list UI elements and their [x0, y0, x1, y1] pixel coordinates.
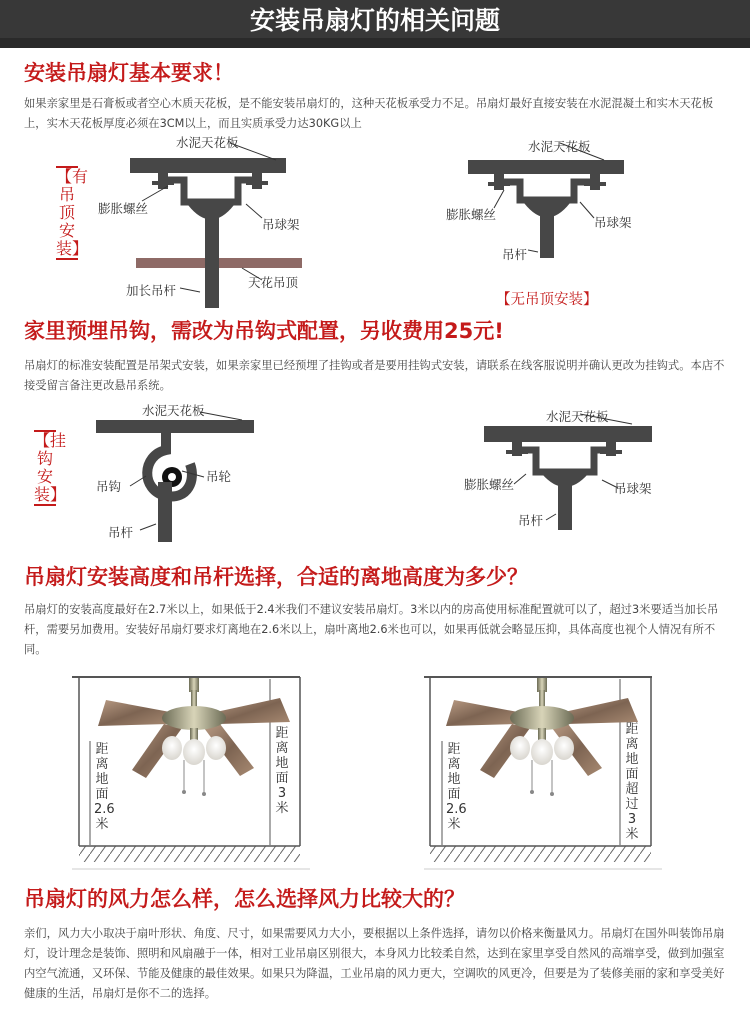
label-rod: 吊杆 — [502, 247, 528, 262]
section-4-text: 亲们，风力大小取决于扇叶形状、角度、尺寸，如果需要风力大小，要根据以上条件选择，请勿以价格来衡量风力。吊扇灯在国外叫装饰吊扇灯，设计理念是装饰、照明和风扇融于一体，相对工业吊扇区别很大，本身风力比较柔自然，达到在家里享受自然风的高端享受，做到加强室内空气流通，又环保、节能及健康的最佳效果。如果只为降温，工业吊扇的风力更大，空调吹的风更冷，但要是为了装修美丽的家和享受美好健康的生活，吊扇灯是你不二的选择。 — [24, 927, 725, 1000]
section-1-heading: 安装吊扇灯基本要求！ — [24, 61, 234, 85]
label-expansion-bolt: 膨胀螺丝 — [464, 477, 515, 492]
floor — [79, 846, 300, 862]
section-1-text: 如果亲家里是石膏板或者空心木质天花板，是不能安装吊扇灯的，这种天花板承受力不足。吊扇灯最好直接安装在水泥混凝土和实木天花板上，实木天花板厚度必须在3CM以上，而且实质承受力达30KG以上 — [24, 97, 714, 130]
rod — [205, 212, 219, 308]
label-rod: 吊杆 — [518, 513, 544, 528]
ceiling-slab — [96, 420, 254, 433]
ceiling-slab — [130, 158, 286, 173]
label-ball-bracket: 吊球架 — [594, 215, 632, 230]
label-ball-bracket: 吊球架 — [262, 217, 300, 232]
section-4-heading: 吊扇灯的风力怎么样，怎么选择风力比较大的？ — [24, 887, 465, 911]
label-cement-ceiling: 水泥天花板 — [546, 409, 609, 424]
rod — [158, 482, 172, 542]
label-hook: 吊钩 — [96, 479, 122, 494]
floor — [430, 846, 651, 862]
label-pulley: 吊轮 — [206, 469, 232, 484]
bracket — [500, 182, 594, 200]
label-cement-ceiling: 水泥天花板 — [142, 403, 205, 418]
label-cement-ceiling: 水泥天花板 — [528, 139, 591, 154]
label-floor-distance-right: 距离地面2.6米 — [446, 742, 467, 832]
label-ceiling-height-left: 距离地面3米 — [275, 726, 289, 816]
label-extended-rod: 加长吊杆 — [126, 283, 177, 298]
tag-without-false-ceiling: 【无吊顶安装】 — [496, 292, 598, 308]
section-3-text: 吊扇灯的安装高度最好在2.7米以上，如果低于2.4米我们不建议安装吊扇灯。3米以内的房高使用标准配置就可以了，超过3米要适当加长吊杆，需要另加费用。安装好吊扇灯要求灯离地在2.6米以上，扇叶离地2.6米也可以，如果再低就会略显压抑，具体高度也视个人情况有所不同。 — [24, 603, 719, 656]
label-floor-distance-left: 距离地面2.6米 — [94, 742, 115, 832]
bracket — [518, 450, 612, 472]
ceiling-slab — [484, 426, 652, 442]
section-2-heading: 家里预埋吊钩，需改为吊钩式配置，另收费用25元! — [24, 319, 504, 343]
label-ceiling-height-right: 距离地面超过3米 — [625, 722, 639, 842]
bracket — [164, 180, 256, 202]
page-title: 安装吊扇灯的相关问题 — [249, 6, 500, 35]
label-cement-ceiling: 水泥天花板 — [176, 135, 239, 150]
rod — [558, 482, 572, 530]
label-expansion-bolt: 膨胀螺丝 — [98, 201, 149, 216]
label-ball-bracket: 吊球架 — [614, 481, 652, 496]
label-expansion-bolt: 膨胀螺丝 — [446, 207, 497, 222]
tag-with-false-ceiling: 【有吊顶安装】 — [56, 167, 89, 258]
diagram-4 — [484, 414, 652, 530]
label-rod: 吊杆 — [108, 525, 134, 540]
diagram-2 — [468, 143, 624, 258]
ceiling-slab — [468, 160, 624, 174]
section-2-text: 吊扇灯的标准安装配置是吊架式安装，如果亲家里已经预埋了挂钩或者是要用挂钩式安装，请联系在线客服说明并确认更改为挂钩式。本店不接受留言备注更改悬吊系统。 — [24, 359, 725, 392]
section-3-heading: 吊扇灯安装高度和吊杆选择，合适的离地高度为多少？ — [24, 565, 528, 589]
rod — [540, 210, 554, 258]
label-false-ceiling: 天花吊顶 — [248, 275, 299, 290]
tag-hook-install: 【挂钩安装】 — [34, 431, 67, 504]
